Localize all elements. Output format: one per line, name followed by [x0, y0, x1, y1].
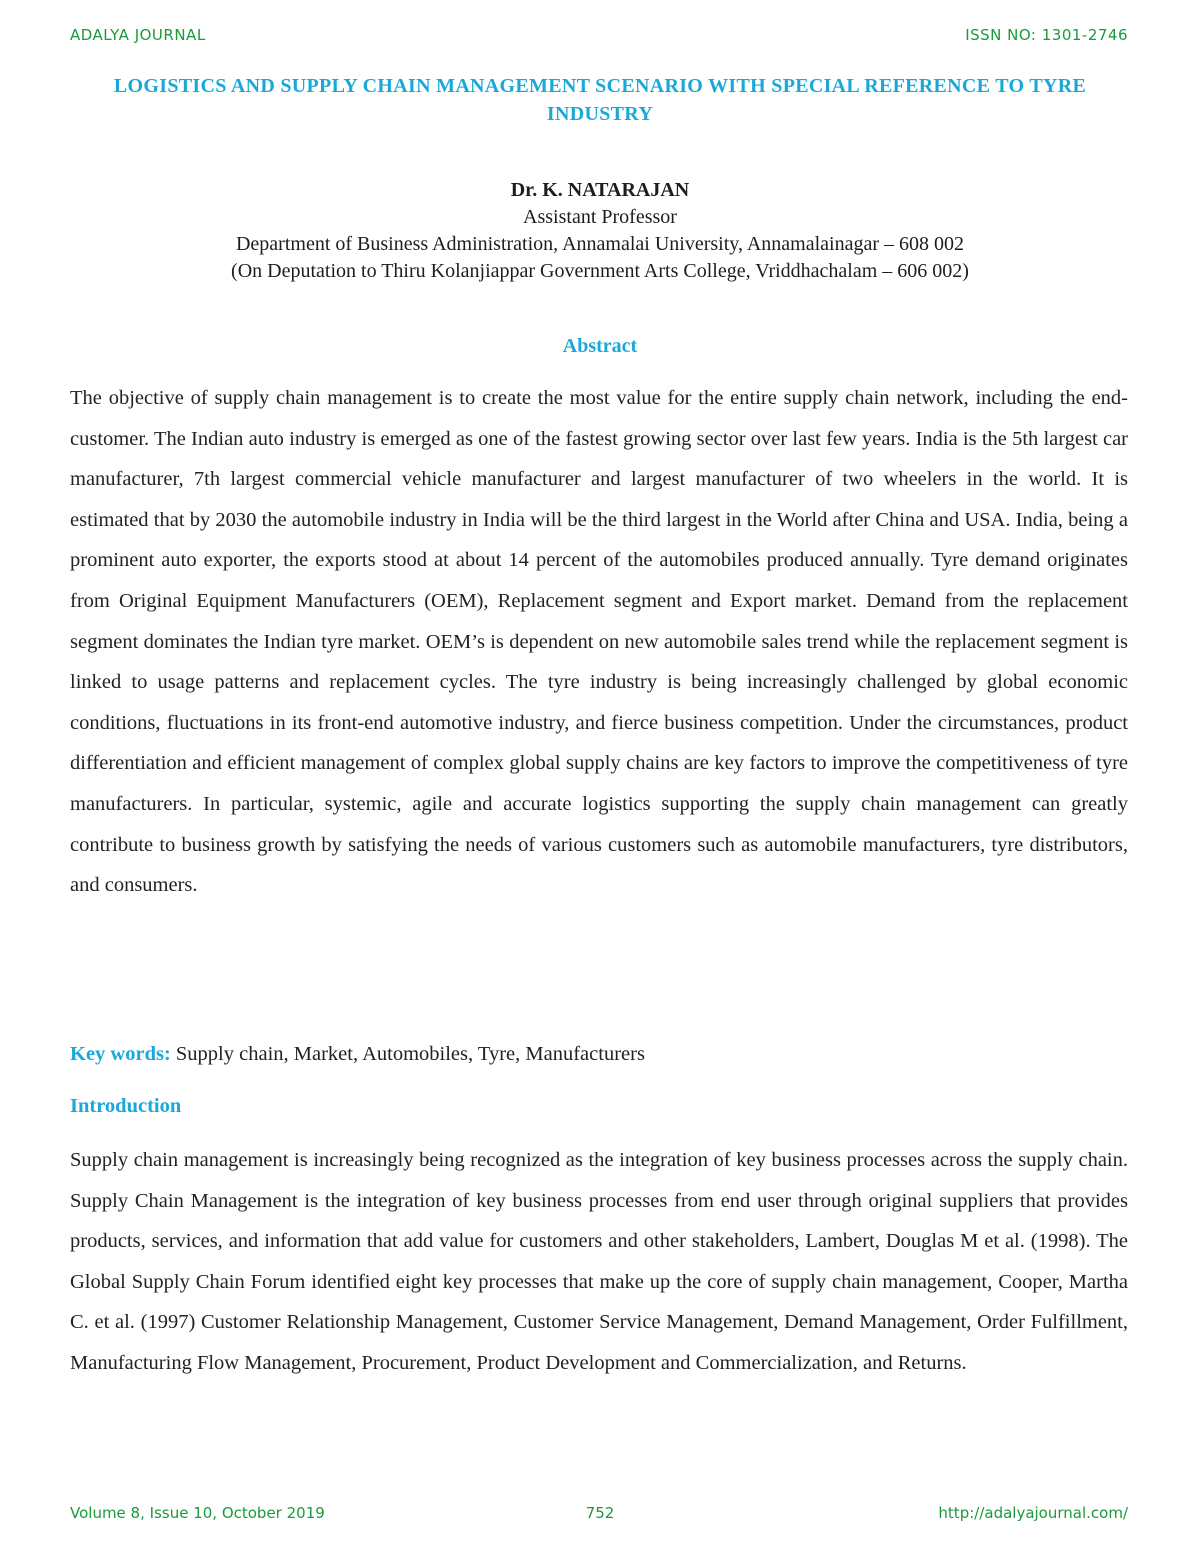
- author-name: Dr. K. NATARAJAN: [510, 179, 690, 201]
- abstract-text: The objective of supply chain management is to create the most value for the entire supply chain network, including the end-customer. The Indian auto industry is emerged as one of the fastest growing sector over last few years. India is the 5th largest car manufacturer, 7th largest commercial vehicle manufacturer and largest manufacturer of two wheelers in the world. It is estimated that by 2030 the automobile industry in India will be the third largest in the World after China and USA. India, being a prominent auto exporter, the exports stood at about 14 percent of the automobiles produced annually. Tyre demand originates from Original Equipment Manufacturers (OEM), Replacement segment and Export market. Demand from the replacement segment dominates the Indian tyre market. OEM’s is dependent on new automobile sales trend while the replacement segment is linked to usage patterns and replacement cycles. The tyre industry is being increasingly challenged by global economic conditions, fluctuations in its front-end automotive industry, and fierce business competition. Under the circumstances, product differentiation and efficient management of complex global supply chains are key factors to improve the competitiveness of tyre manufacturers. In particular, systemic, agile and accurate logistics supporting the supply chain management can greatly contribute to business growth by satisfying the needs of various customers such as automobile manufacturers, tyre distributors, and consumers.: [70, 387, 1128, 897]
- introduction-heading: Introduction: [70, 1095, 182, 1117]
- footer-page-number: 752: [585, 1504, 615, 1522]
- author-block: [70, 176, 1130, 285]
- introduction-text: Supply chain management is increasingly being recognized as the integration of key business processes across the supply chain. Supply Chain Management is the integration of key business processes from end user through original suppliers that provides products, services, and information that add value for customers and other stakeholders, Lambert, Douglas M et al. (1998). The Global Supply Chain Forum identified eight key processes that make up the core of supply chain management, Cooper, Martha C. et al. (1997) Customer Relationship Management, Customer Service Management, Demand Management, Order Fulfillment, Manufacturing Flow Management, Procurement, Product Development and Commercialization, and Returns.: [70, 1149, 1128, 1374]
- footer-volume: Volume 8, Issue 10, October 2019: [70, 1504, 325, 1522]
- paper-title: LOGISTICS AND SUPPLY CHAIN MANAGEMENT SCENARIO WITH SPECIAL REFERENCE TO TYRE INDUSTRY: [113, 75, 1087, 125]
- issn-number: ISSN NO: 1301-2746: [965, 26, 1128, 44]
- author-department: Department of Business Administration, Annamalai University, Annamalainagar – 608 002: [235, 233, 965, 255]
- author-position: Assistant Professor: [523, 206, 677, 228]
- footer-url[interactable]: http://adalyajournal.com/: [938, 1504, 1128, 1522]
- journal-name: ADALYA JOURNAL: [70, 26, 206, 44]
- author-deputation: (On Deputation to Thiru Kolanjiappar Government Arts College, Vriddhachalam – 606 002): [231, 260, 969, 282]
- keywords-label: Key words:: [70, 1043, 171, 1065]
- keywords-list: Supply chain, Market, Automobiles, Tyre, Manufacturers: [175, 1043, 645, 1065]
- keywords: [70, 1043, 645, 1066]
- abstract-heading: Abstract: [562, 335, 638, 357]
